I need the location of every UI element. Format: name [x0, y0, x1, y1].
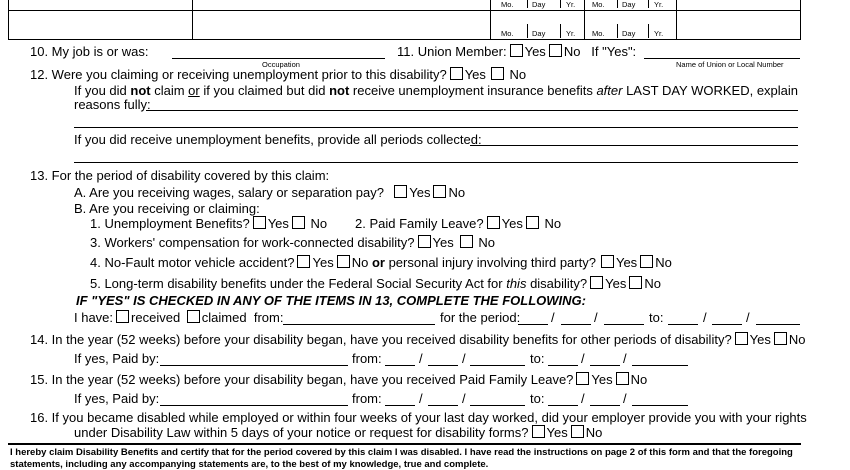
q15-to-mo[interactable] [548, 405, 578, 406]
q13-to-day[interactable] [712, 324, 742, 325]
q12-no-checkbox[interactable] [491, 67, 504, 80]
date-label: Mo. [501, 0, 514, 9]
date-sep [527, 24, 528, 38]
text: disability? [526, 276, 588, 291]
reasons-field-2[interactable] [74, 127, 798, 128]
yes-label: Yes [749, 332, 771, 347]
yes-label: Yes [267, 216, 289, 231]
yes-label: Yes [464, 67, 486, 82]
q14-from-day[interactable] [428, 365, 458, 366]
q16-text: under Disability Law within 5 days of your notice or request for disability forms? [74, 425, 529, 440]
q13a-label [74, 185, 465, 200]
date-sep [617, 0, 618, 8]
date-sep [617, 24, 618, 38]
text: not [130, 83, 151, 98]
yes-label: Yes [546, 425, 568, 440]
text: I have: [74, 310, 114, 325]
q13-to-yr[interactable] [756, 324, 800, 325]
text: this [506, 276, 527, 291]
no-label: No [544, 216, 562, 231]
slash: / [594, 310, 598, 325]
q15-to-day[interactable] [590, 405, 620, 406]
date-sep [560, 24, 561, 38]
text: or [188, 83, 200, 98]
slash: / [703, 310, 707, 325]
date-sep [648, 24, 649, 38]
text: LAST DAY WORKED, explain [622, 83, 799, 98]
no-label: No [563, 44, 581, 59]
q13b1-yes-checkbox[interactable] [253, 216, 266, 229]
no-label: No [310, 216, 328, 231]
no-label: No [478, 235, 495, 250]
text: claim [150, 83, 189, 98]
q13b5-label [90, 276, 661, 291]
yes-label: Yes [605, 276, 627, 291]
text: claimed [201, 310, 247, 325]
to-label: to: [649, 310, 664, 325]
q13b3-yes-checkbox[interactable] [418, 235, 431, 248]
q11-text: 11. Union Member: [397, 44, 507, 59]
text: received [131, 310, 181, 325]
q14-from-yr[interactable] [470, 365, 525, 366]
q15-text: 15. In the year (52 weeks) before your disability began, have you received Paid Family Leave? [30, 372, 574, 387]
slash: / [419, 351, 423, 366]
no-label: No [644, 276, 661, 291]
q15-from-day[interactable] [428, 405, 458, 406]
q13b1-label [90, 216, 327, 231]
date-label: Yr. [566, 29, 576, 38]
occupation-caption: Occupation [262, 60, 300, 69]
date-label: Mo. [592, 29, 605, 38]
q15-yes-checkbox[interactable] [576, 372, 589, 385]
date-label: Day [532, 29, 546, 38]
q12-label [30, 67, 526, 82]
q14-from-mo[interactable] [385, 365, 415, 366]
q15-no-checkbox[interactable] [616, 372, 629, 385]
q14-no-checkbox[interactable] [774, 332, 787, 345]
slash: / [623, 351, 627, 366]
q15-paid-by-field[interactable] [160, 405, 348, 406]
q15-paid-by-label: If yes, Paid by: [74, 391, 160, 406]
q14-paid-by-label: If yes, Paid by: [74, 351, 160, 366]
q12-text: 12. Were you claiming or receiving unemployment prior to this disability? [30, 67, 447, 82]
q13-if-yes-instruction: IF "YES" IS CHECKED IN ANY OF THE ITEMS IN 13, COMPLETE THE FOLLOWING: [76, 293, 586, 308]
union-no-checkbox[interactable] [549, 44, 562, 57]
q11-label [397, 44, 636, 59]
q15-from-mo[interactable] [385, 405, 415, 406]
q15-to-yr[interactable] [632, 405, 688, 406]
text: 1. Unemployment Benefits? [90, 216, 250, 231]
q13b3-label [90, 235, 495, 250]
date-sep [648, 0, 649, 8]
text: after [596, 83, 623, 98]
date-sep [560, 0, 561, 8]
periods-field-2[interactable] [74, 162, 798, 163]
i-have-row [74, 310, 283, 325]
union-yes-checkbox[interactable] [510, 44, 523, 57]
claimed-checkbox[interactable] [187, 310, 200, 323]
q15-from-label: from: [352, 391, 382, 406]
occupation-field[interactable] [172, 58, 385, 59]
q14-paid-by-field[interactable] [160, 365, 348, 366]
date-label: Day [622, 0, 636, 9]
text: 5. Long-term disability benefits under the Federal Social Security Act for [90, 276, 507, 291]
periods-field[interactable] [470, 145, 798, 146]
union-name-field[interactable] [644, 58, 800, 59]
date-label: Day [622, 29, 636, 38]
reasons-field[interactable] [146, 110, 798, 111]
date-label: Day [532, 0, 546, 9]
yes-label: Yes [591, 372, 613, 387]
q15-from-yr[interactable] [470, 405, 525, 406]
date-label: Yr. [654, 29, 664, 38]
q14-to-yr[interactable] [632, 365, 688, 366]
q13-label: 13. For the period of disability covered by this claim: [30, 168, 330, 183]
no-label: No [655, 255, 672, 270]
date-label: Yr. [654, 0, 664, 9]
top-table-col [584, 0, 585, 40]
q13b2-label [355, 216, 561, 231]
q14-from-label: from: [352, 351, 382, 366]
q13b4b-yes-checkbox[interactable] [601, 255, 614, 268]
q13b4-no-checkbox[interactable] [337, 255, 350, 268]
q13b4b-no-checkbox[interactable] [640, 255, 653, 268]
yes-label: Yes [524, 44, 546, 59]
text: 4. No-Fault motor vehicle accident? [90, 255, 295, 270]
q16-label-2 [74, 425, 602, 440]
q13-from-day[interactable] [561, 324, 591, 325]
q13a-text: A. Are you receiving wages, salary or separation pay? [74, 185, 385, 200]
q13b5-no-checkbox[interactable] [629, 276, 642, 289]
no-label: No [448, 185, 466, 200]
received-checkbox[interactable] [116, 310, 129, 323]
no-label: No [630, 372, 648, 387]
top-table-col [490, 0, 491, 40]
date-label: Mo. [592, 0, 605, 9]
q13b1-no-checkbox[interactable] [292, 216, 305, 229]
text: from: [253, 310, 284, 325]
slash: / [581, 391, 585, 406]
q13-from-mo[interactable] [518, 324, 548, 325]
text: personal injury involving third party? [388, 255, 596, 270]
q15-label [30, 372, 647, 387]
no-label: No [509, 67, 527, 82]
text: or [371, 255, 385, 270]
slash: / [551, 310, 555, 325]
text: receive unemployment insurance benefits [349, 83, 597, 98]
q12-explain-line2: reasons fully: [74, 97, 151, 112]
top-table-col [192, 0, 193, 40]
q16-label: 16. If you became disabled while employed or within four weeks of your last day worked, did your employer provide you with your rights [30, 410, 807, 425]
q12-yes-checkbox[interactable] [450, 67, 463, 80]
q13-from-yr[interactable] [604, 324, 644, 325]
slash: / [419, 391, 423, 406]
q16-yes-checkbox[interactable] [532, 425, 545, 438]
q13-from-field[interactable] [283, 324, 435, 325]
no-label: No [351, 255, 369, 270]
text: 2. Paid Family Leave? [355, 216, 484, 231]
q14-yes-checkbox[interactable] [735, 332, 748, 345]
q13b3-no-checkbox[interactable] [460, 235, 473, 248]
q13b5-yes-checkbox[interactable] [590, 276, 603, 289]
if-yes-label: If "Yes": [591, 44, 637, 59]
top-table-divider [8, 10, 801, 11]
slash: / [581, 351, 585, 366]
text: if you claimed but did [199, 83, 330, 98]
q10-label: 10. My job is or was: [30, 44, 149, 59]
q13b4-label [90, 255, 672, 270]
q13b2-yes-checkbox[interactable] [487, 216, 500, 229]
yes-label: Yes [615, 255, 638, 270]
q13b2-no-checkbox[interactable] [526, 216, 539, 229]
yes-label: Yes [409, 185, 431, 200]
q13b4-yes-checkbox[interactable] [297, 255, 310, 268]
text: 3. Workers' compensation for work-connected disability? [90, 235, 415, 250]
top-table [8, 0, 801, 40]
q14-to-label: to: [530, 351, 545, 366]
certify-divider [8, 443, 801, 445]
q12-explain-line1 [74, 83, 798, 98]
slash: / [746, 310, 750, 325]
q14-label [30, 332, 806, 347]
slash: / [623, 391, 627, 406]
q15-to-label: to: [530, 391, 545, 406]
slash: / [462, 391, 466, 406]
certify-line-2: statements, including any accompanying statements are, to the best of my knowledge, true and complete. [10, 459, 489, 470]
top-table-col [676, 0, 677, 40]
q13a-no-checkbox[interactable] [433, 185, 446, 198]
q14-to-mo[interactable] [548, 365, 578, 366]
yes-label: Yes [312, 255, 334, 270]
q16-no-checkbox[interactable] [571, 425, 584, 438]
no-label: No [585, 425, 603, 440]
yes-label: Yes [432, 235, 454, 250]
q12-periods-label: If you did receive unemployment benefits, provide all periods collected: [74, 132, 482, 147]
text: not [329, 83, 350, 98]
for-period-label: for the period: [440, 310, 521, 325]
date-label: Mo. [501, 29, 514, 38]
union-caption: Name of Union or Local Number [676, 60, 784, 69]
date-label: Yr. [566, 0, 576, 9]
q13-to-mo[interactable] [668, 324, 698, 325]
no-label: No [788, 332, 806, 347]
text: If you did [74, 83, 131, 98]
date-sep [527, 0, 528, 8]
slash: / [462, 351, 466, 366]
q14-text: 14. In the year (52 weeks) before your disability began, have you received disability benefits for other periods of disability? [30, 332, 732, 347]
q14-to-day[interactable] [590, 365, 620, 366]
certify-line-1: I hereby claim Disability Benefits and certify that for the period covered by this claim I was disabled. I have read the instructions on page 2 of this form and that the foregoing [10, 447, 793, 458]
q13a-yes-checkbox[interactable] [394, 185, 407, 198]
yes-label: Yes [501, 216, 523, 231]
q13b-label: B. Are you receiving or claiming: [74, 201, 260, 216]
